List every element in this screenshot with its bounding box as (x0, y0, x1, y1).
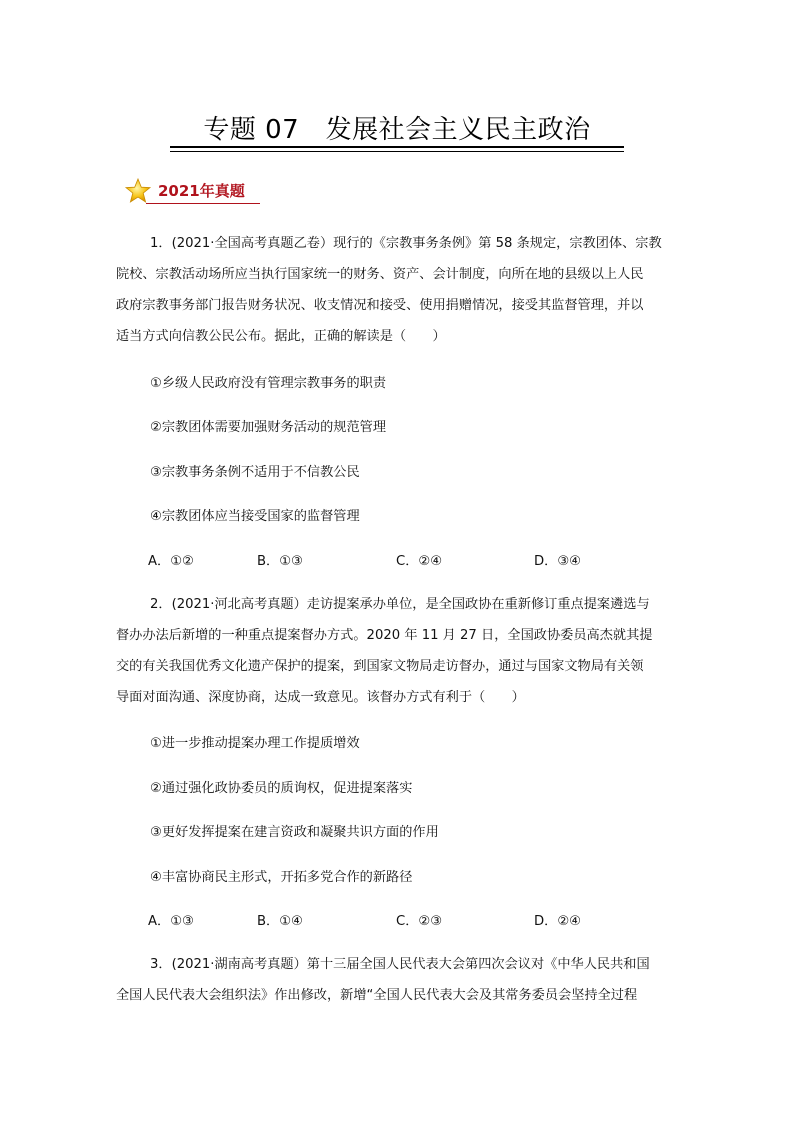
choice-a: A．①③ (148, 914, 194, 929)
choice-b: B．①③ (257, 554, 303, 569)
option-statement: ①进一步推动提案办理工作提质增效 (150, 736, 360, 751)
question-2-stem (116, 589, 676, 713)
option-statement: ①乡级人民政府没有管理宗教事务的职责 (150, 376, 387, 391)
question-line: 督办办法后新增的一种重点提案督办方式。2020 年 11 月 27 日，全国政协委员高杰就其提 (116, 628, 653, 643)
option-statement: ②通过强化政协委员的质询权，促进提案落实 (150, 781, 413, 796)
choice-d: D．②④ (534, 914, 581, 929)
question-line: 1．(2021·全国高考真题乙卷）现行的《宗教事务条例》第 58 条规定，宗教团体、宗教 (150, 236, 662, 251)
option-statement: ④宗教团体应当接受国家的监督管理 (150, 509, 360, 524)
choice-a: A．①② (148, 554, 194, 569)
star-icon (124, 177, 152, 205)
page-title-block (170, 112, 624, 148)
question-1-stem (116, 228, 676, 352)
section-header (124, 176, 264, 206)
option-statement: ③更好发挥提案在建言资政和凝聚共识方面的作用 (150, 825, 439, 840)
title-underline (170, 146, 624, 148)
option-statement: ③宗教事务条例不适用于不信教公民 (150, 465, 360, 480)
question-line: 2．(2021·河北高考真题）走访提案承办单位，是全国政协在重新修订重点提案遴选与 (150, 597, 650, 612)
question-line: 3．(2021·湖南高考真题）第十三届全国人民代表大会第四次会议对《中华人民共和国 (150, 957, 650, 972)
choice-c: C．②③ (396, 914, 443, 929)
option-statement: ②宗教团体需要加强财务活动的规范管理 (150, 420, 387, 435)
question-line: 政府宗教事务部门报告财务状况、收支情况和接受、使用捐赠情况，接受其监督管理，并以 (116, 298, 644, 313)
choice-b: B．①④ (257, 914, 303, 929)
question-line: 院校、宗教活动场所应当执行国家统一的财务、资产、会计制度，向所在地的县级以上人民 (116, 267, 644, 282)
choice-c: C．②④ (396, 554, 443, 569)
page-title: 专题 07 发展社会主义民主政治 (203, 115, 591, 145)
question-line: 适当方式向信教公民公布。据此，正确的解读是（ ） (116, 329, 446, 344)
section-label: 2021年真题 (158, 182, 245, 200)
question-line: 导面对面沟通、深度协商，达成一致意见。该督办方式有利于（ ） (116, 690, 525, 705)
question-line: 交的有关我国优秀文化遗产保护的提案，到国家文物局走访督办，通过与国家文物局有关领 (116, 659, 644, 674)
option-statement: ④丰富协商民主形式，开拓多党合作的新路径 (150, 870, 413, 885)
question-line: 全国人民代表大会组织法》作出修改，新增“全国人民代表大会及其常务委员会坚持全过程 (116, 988, 638, 1003)
choice-d: D．③④ (534, 554, 581, 569)
section-underline (146, 203, 260, 204)
question-3-stem (116, 949, 676, 1011)
title-underline-thin (170, 151, 624, 152)
